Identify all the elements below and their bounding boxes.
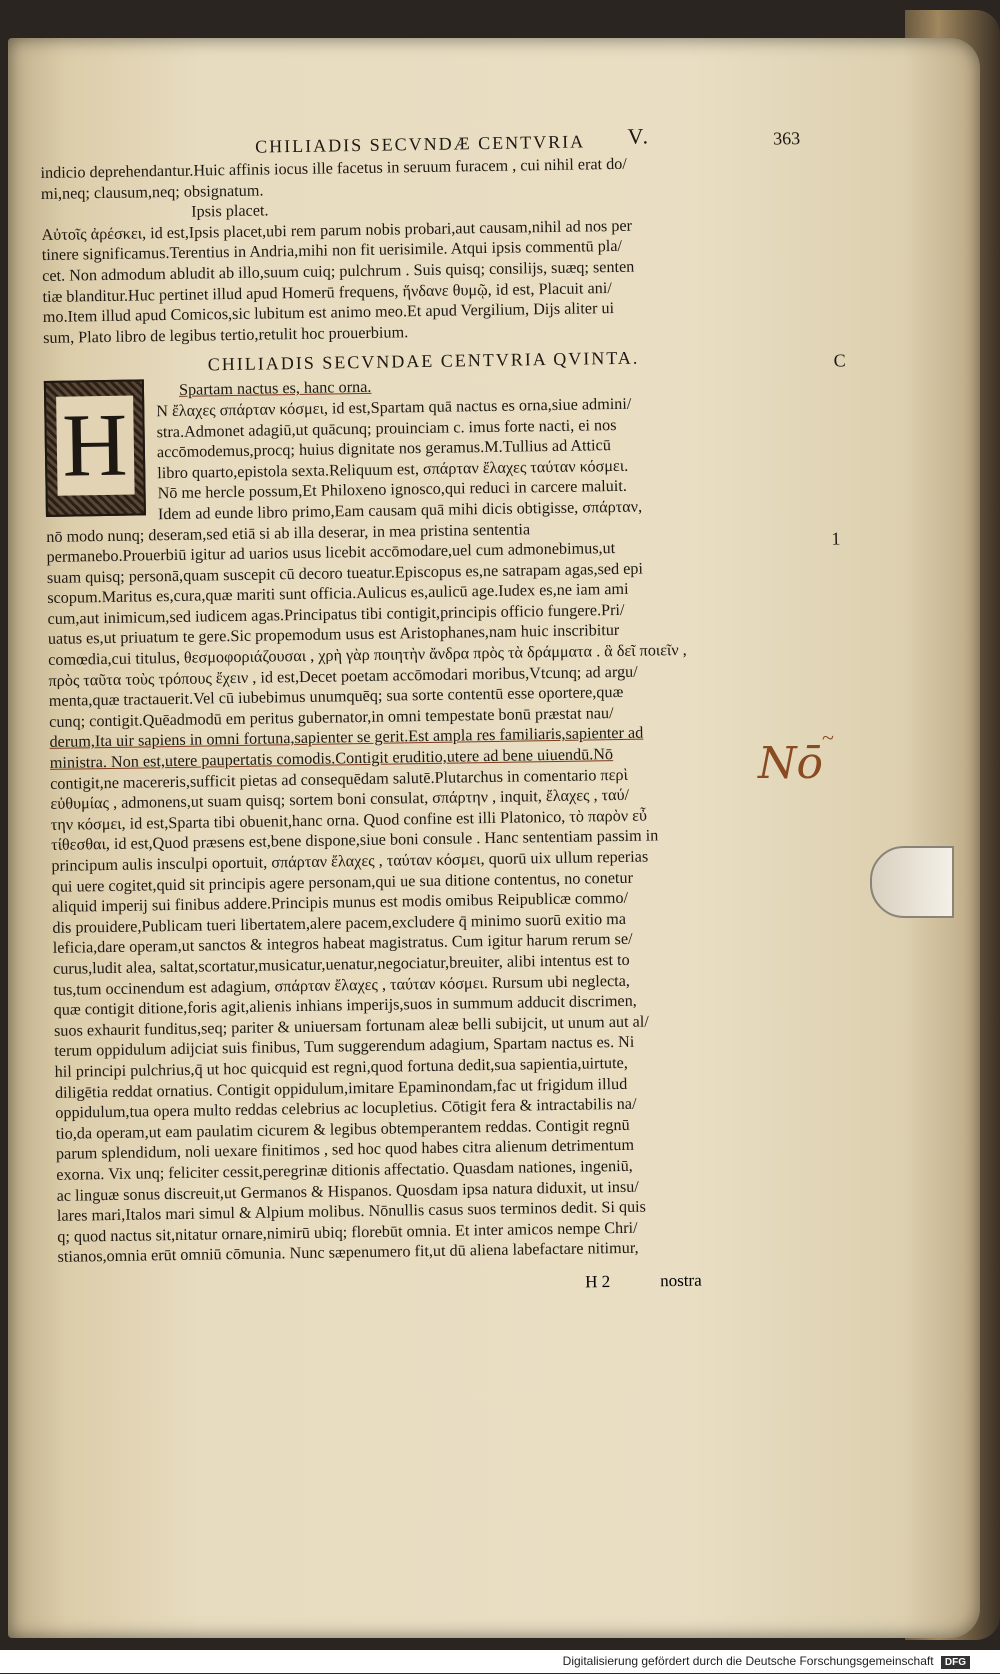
text-line: suos exhaurit funditus,seq; pariter & uniuersam fortunam aleæ belli subijcit, ut unum aut al/ [53,1012,649,1040]
adage-title: Spartam nactus es, hanc orna. [178,378,372,400]
decorated-initial: H [44,379,146,517]
text-line-underlined: ministra. Non est,utere paupertatis comodis.Contigit eruditio,utere ad bene uiuendū.Nō [49,745,614,772]
text-line: qui uere cogitet,quid sit principis agere personam,qui ue sua ditione contentus, no conetur [51,868,634,896]
handwritten-accent: ~ [822,725,834,750]
text-line: mo.Item illud apud Comicos,sic lubitum est animo meo.Et apud Vergilium, Dijs aliter ui [42,299,615,327]
text-line: Αὐτοῖς ἀρέσκει, id est,Ipsis placet,ubi rem parum nobis probari,aut causam,nihil ad nos per [41,216,633,244]
text-line: lares mari,Italos mari simul & Alpium molibus. Nōnullis casus suos terminos dedit. Si quis [56,1197,647,1225]
text-line: εὐθυμίας , admonens,ut suam quisq; sortem boni consulat, σπάρτην , inquit, ἔλαχες , ταύ/ [50,786,630,814]
text-line: nō modo nunq; deseram,sed etiā si ab illa deserar, in mea pristina sententia [46,519,531,546]
initial-block [44,391,806,526]
text-line: tiæ blanditur.Huc pertinet illud apud Homerū frequens, ἥνδανε θυμῷ, id est, Placuit ani/ [42,278,612,306]
text-line: principum aulis insculpi oportuit, σπάρταν ἔλαχες , ταύταν κόσμει, quorū uix ullum reperias [51,847,649,875]
margin-letter-c: C [833,350,846,371]
footer-text: Digitalisierung gefördert durch die Deutsche Forschungsgemeinschaft [562,1654,934,1668]
text-line: Idem ad eunde libro primo,Eam causam quā mihi dicis obtigisse, σπάρταν, [157,497,643,524]
running-title: CHILIADIS SECVNDÆ CENTVRIA [255,131,586,157]
page-clip [870,846,954,918]
text-line: Nō me hercle possum,Et Philoxeno ignosco,qui reduci in carcere maluit. [157,477,628,503]
handwritten-annotation: Nō [758,738,823,789]
text-line: contigit,ne macereris,sufficit pietas ad consequēdam salutē.Plutarchus in comentario περὶ [50,765,628,793]
text-line: dis prouidere,Publicam tueri libertatem,alere pacem,excludere q̄ minimo suorū exitio ma [52,909,627,937]
text-line: tus,tum occinendum est adagium, σπάρταν ἔλαχες , ταύταν κόσμει. Rursum ubi neglecta, [53,971,631,999]
text-line: accōmodemus,procq; huius dignitate nos geramus.M.Tullius ad Atticū [156,436,612,462]
signature-mark: H 2 [584,1272,611,1292]
text-line: N ἔλαχες σπάρταν κόσμει, id est,Spartam quā nactus es orna,siue admini/ [156,394,632,421]
text-line: πρὸς ταῦτα τοὺς τρόπους ἔχειν , id est,Decet poetam accōmodari moribus,Vtcunq; ad argu/ [48,662,638,690]
text-line: leficia,dare operam,ut sanctos & integros habeat magistratus. Cum igitur harum rerum se/ [52,930,633,958]
text-line: cet. Non admodum abludit ab illo,suum cuiq; pulchrum . Suis quisq; consilijs, suæq; senten [42,257,635,285]
section-title: CHILIADIS SECVNDAE CENTVRIA QVINTA. [207,347,640,375]
text-line: cum,aut inimicum,sed iudicem agas.Principatus tibi contigit,principis officio fungere.Pri/ [47,600,625,628]
folio-number: 363 [772,128,801,149]
text-line: tio,da operam,ut eam paulatim cicurem & legibus obtemperantem reddas. Contigit regnū [55,1115,630,1143]
text-line: quæ contigit ditione,foris agit,alienis inhians imperijs,suos in summum adducit discrimen, [53,991,637,1020]
text-line: την κόσμει, id est,Sparta tibi obuenit,hanc orna. Quod confine est illi Platonico, τὸ παρὸν εὖ [50,806,648,834]
text-line: sum, Plato libro de legibus tertio,retulit hoc prouerbium. [43,322,409,347]
text-line: indicio deprehendantur.Huic affinis iocus ille facetus in seruum furacem , cui nihil erat do/ [40,154,627,182]
adage-number: 1 [831,528,841,549]
digitization-footer [0,1650,1000,1673]
text-line: libro quarto,epistola sexta.Reliquum est, σπάρταν ἔλαχες ταύταν κόσμει. [157,456,629,482]
text-line: cunq; contigit.Quēadmodū em peritus gubernator,in omni tempestate bonū præstat nau/ [49,703,614,731]
text-line: comœdia,cui titulus, θεσμοφοριάζουσαι , χρὴ γὰρ ποιητὴν ἄνδρα πρὸς τὰ δράμματα . ἃ δεῖ ποιεῖν , [48,640,687,669]
text-line: stra.Admonet adagiū,ut quācunq; prouinciam c. imus forte nacti, ei nos [156,415,617,441]
dfg-logo: DFG [941,1656,970,1669]
page-text [40,123,846,1268]
centuria-numeral: V. [627,123,651,149]
text-line: terum oppidulum adijciat suis finibus, Tum suggerendum adagium, Spartam nactus es. Ni [54,1033,635,1061]
text-line: curus,ludit alea, saltat,scortatur,musicatur,uenatur,negociatur,breuiter, alibi intentus est to [52,950,630,978]
text-line: permanebo.Prouerbiū igitur ad uarios usus licebit accōmodare,uel cum admonebimus,ut [46,539,616,567]
text-line: tinere significamus.Terentius in Andria,mihi non fit uerisimile. Atqui ipsis commentū pla/ [41,237,623,265]
text-line: parum splendidum, noli uexare finitimos , sed hoc quod habes citra alienum detrimentum [55,1136,635,1164]
text-line: diligētia reddat ornatius. Contigit oppidulum,imitare Epaminondam,fac ut frigidum illud [54,1074,628,1102]
text-line: stianos,omnia erūt omniū cōmunia. Nunc sæpenumero fit,ut dū aliena labefactare nitimur, [57,1239,639,1267]
text-line: menta,quæ tractauerit.Vel cū iubebimus unumquēq; sua sorte contentū esse oportere,quæ [48,683,624,711]
text-line: q; quod nactus sit,nitatur ornare,nimirū ubiq; florebūt omnia. Et inter amicos nempe Chri/ [57,1218,638,1246]
text-line: exorna. Vix unq; feliciter cessit,peregrinæ ditionis affectatio. Quasdam nationes, ingeniū, [56,1156,633,1184]
catchword: nostra [659,1270,702,1291]
text-line: oppidulum,tua opera multo reddas celebrius ac locupletius. Cōtigit fera & intractabilis na/ [55,1094,637,1123]
text-line: scopum.Maritus es,cura,quæ mariti sunt officia.Aulicus es,aulicū age.Iudex es,ne iam ami [47,580,629,608]
text-line: hil principi pulchrius,q̄ ut hoc quicquid est regni,quod fortuna dedit,sua sapientia,uirtute, [54,1053,628,1081]
subheading-ipsis: Ipsis placet. [191,201,269,221]
text-line: mi,neq; clausum,neq; obsignatum. [40,181,264,203]
text-line: τίθεσθαι, id est,Quod præsens est,bene dispone,siue boni consule . Hanc sententiam passim in [50,826,659,855]
text-line: aliquid imperij sui finibus addere.Principis munus est modis omibus Reipublicæ commo/ [51,889,629,917]
text-line: uatus es,ut priuatum te gere.Sic propemodum usus est Aristophanes,nam huic inscribitur [47,621,620,649]
text-line-underlined: derum,Ita uir sapiens in omni fortuna,sapienter se gerit.Est ampla res familiaris,sapienter ad [49,724,644,752]
text-line: ac linguæ sonus discreuit,ut Germanos & Hispanos. Quosdam ipsa natura diduxit, ut insu/ [56,1177,639,1205]
text-line: suam quisq; personā,quam suscepit cū decoro tueatur.Episcopus es,ne satrapam agas,sed epi [46,559,644,587]
